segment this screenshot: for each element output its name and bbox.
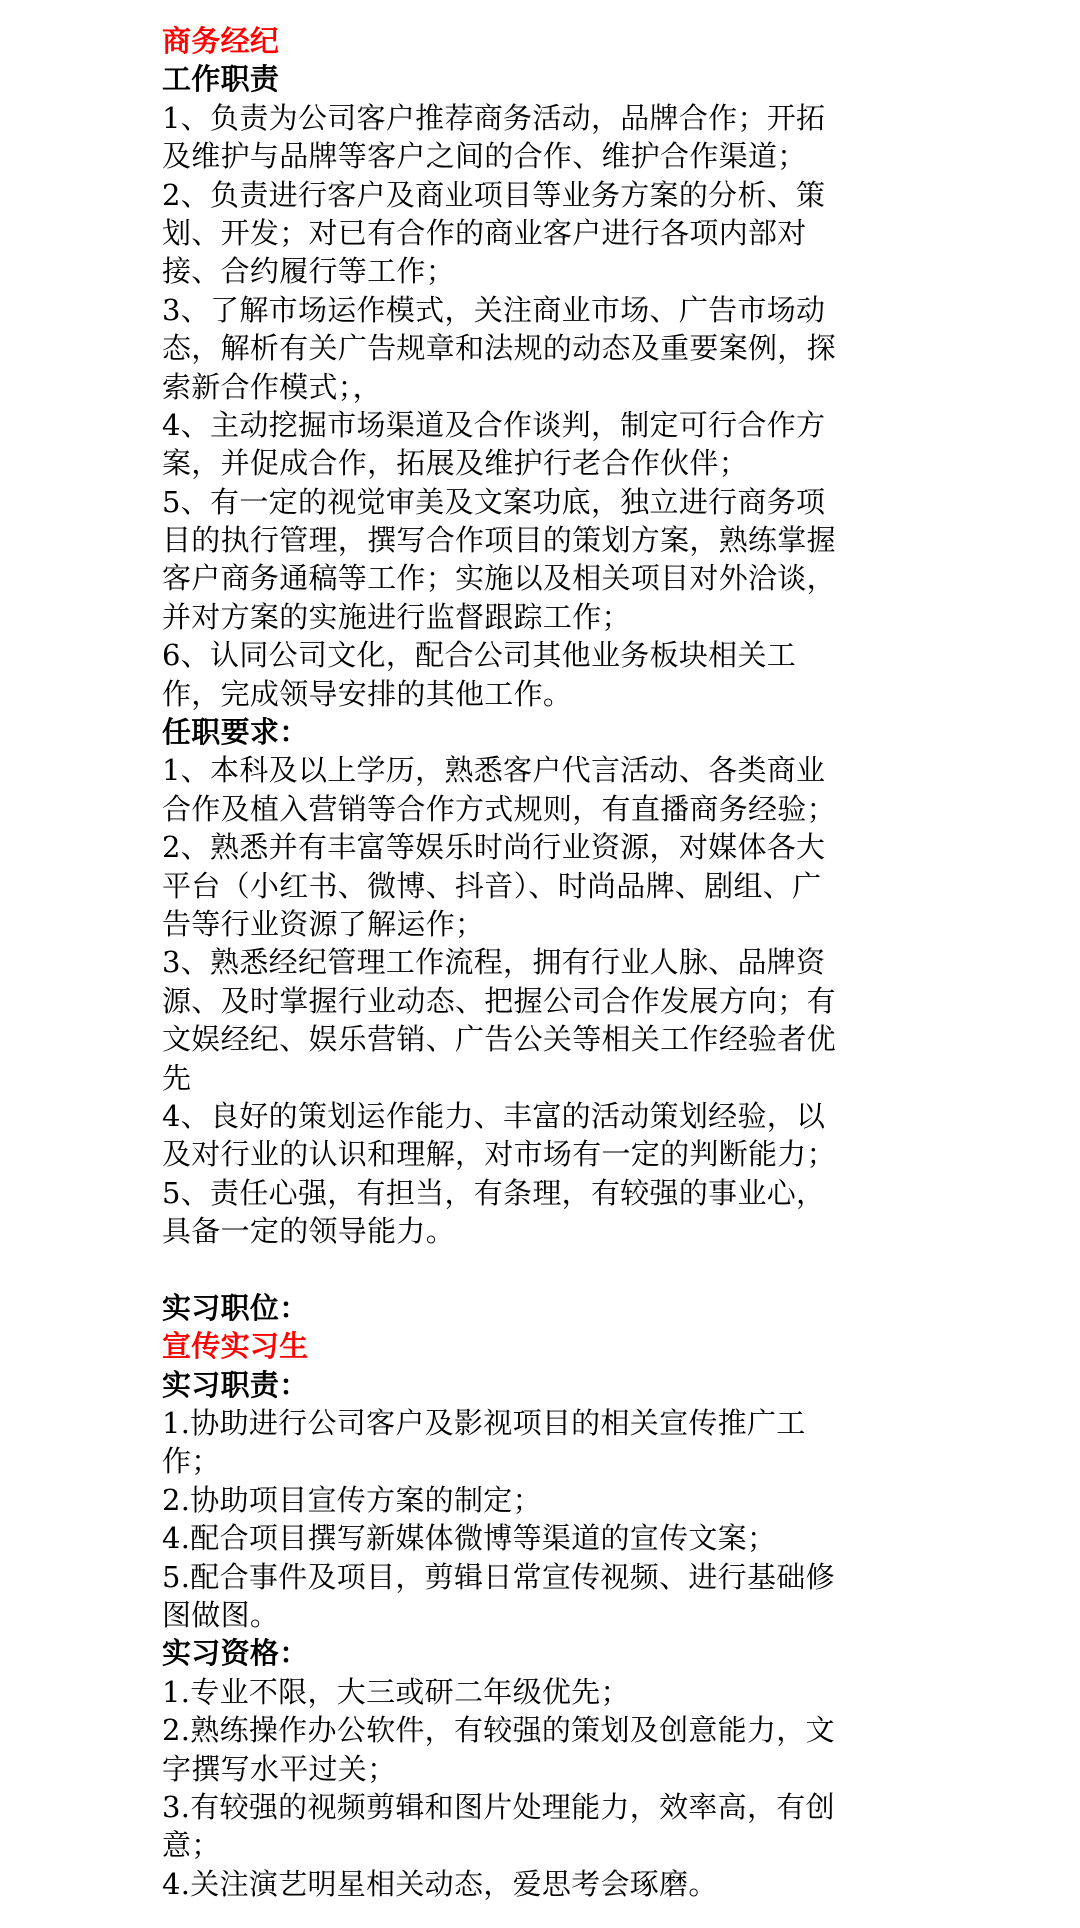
duty-line: 及维护与品牌等客户之间的合作、维护合作渠道； <box>162 139 807 174</box>
duty-line: 客户商务通稿等工作；实施以及相关项目对外洽谈， <box>162 561 836 596</box>
duty-line: 划、开发；对已有合作的商业客户进行各项内部对 <box>162 215 807 250</box>
internship-qualifications-heading: 实习资格： <box>162 1636 309 1671</box>
duty-line: 2、负责进行客户及商业项目等业务方案的分析、策 <box>162 177 826 212</box>
duty-line: 并对方案的实施进行监督跟踪工作； <box>162 599 631 634</box>
qualification-line: 3.有较强的视频剪辑和图片处理能力，效率高，有创 <box>162 1789 835 1824</box>
internship-title: 宣传实习生 <box>162 1329 309 1364</box>
section-spacer <box>162 1251 922 1289</box>
requirement-line: 平台（小红书、微博、抖音）、时尚品牌、剧组、广 <box>162 868 822 903</box>
duty-line: 态，解析有关广告规章和法规的动态及重要案例，探 <box>162 331 836 366</box>
internship-section-heading: 实习职位： <box>162 1290 309 1325</box>
duty-line: 4、主动挖掘市场渠道及合作谈判，制定可行合作方 <box>162 407 826 442</box>
requirement-line: 3、熟悉经纪管理工作流程，拥有行业人脉、品牌资 <box>162 945 826 980</box>
duty-line: 案，并促成合作，拓展及维护行老合作伙伴； <box>162 446 749 481</box>
duty-line: 6、认同公司文化，配合公司其他业务板块相关工 <box>162 638 797 673</box>
requirement-line: 文娱经纪、娱乐营销、广告公关等相关工作经验者优 <box>162 1022 836 1057</box>
internship-duty-line: 5.配合事件及项目，剪辑日常宣传视频、进行基础修 <box>162 1559 835 1594</box>
requirement-line: 合作及植入营销等合作方式规则，有直播商务经验； <box>162 791 836 826</box>
requirement-line: 5、责任心强，有担当，有条理，有较强的事业心， <box>162 1175 826 1210</box>
duty-line: 3、了解市场运作模式，关注商业市场、广告市场动 <box>162 292 826 327</box>
requirement-line: 告等行业资源了解运作； <box>162 906 485 941</box>
requirements-heading: 任职要求： <box>162 715 309 750</box>
duty-line: 5、有一定的视觉审美及文案功底，独立进行商务项 <box>162 484 826 519</box>
qualification-line: 1.专业不限，大三或研二年级优先； <box>162 1674 630 1709</box>
internship-duty-line: 作； <box>162 1444 221 1479</box>
duties-list <box>162 99 922 713</box>
requirement-line: 2、熟悉并有丰富等娱乐时尚行业资源，对媒体各大 <box>162 830 826 865</box>
duty-line: 目的执行管理，撰写合作项目的策划方案，熟练掌握 <box>162 523 836 558</box>
internship-duty-line: 4.配合项目撰写新媒体微博等渠道的宣传文案； <box>162 1521 777 1556</box>
job-posting-document <box>162 22 922 1903</box>
requirement-line: 具备一定的领导能力。 <box>162 1214 456 1249</box>
internship-duties-heading: 实习职责： <box>162 1367 309 1402</box>
internship-qualifications-list <box>162 1673 922 1903</box>
job-title: 商务经纪 <box>162 24 280 58</box>
duty-line: 接、合约履行等工作； <box>162 254 456 289</box>
requirement-line: 先 <box>162 1060 192 1095</box>
duties-heading: 工作职责 <box>162 62 280 97</box>
internship-duty-line: 1.协助进行公司客户及影视项目的相关宣传推广工 <box>162 1406 806 1441</box>
requirement-line: 4、良好的策划运作能力、丰富的活动策划经验，以 <box>162 1098 826 1133</box>
qualification-line: 意； <box>162 1828 221 1863</box>
duty-line: 作，完成领导安排的其他工作。 <box>162 676 573 711</box>
requirements-list <box>162 751 922 1250</box>
duty-line: 1、负责为公司客户推荐商务活动，品牌合作；开拓 <box>162 100 826 135</box>
internship-duty-line: 图做图。 <box>162 1598 280 1633</box>
requirement-line: 源、及时掌握行业动态、把握公司合作发展方向；有 <box>162 983 836 1018</box>
internship-duties-list <box>162 1404 922 1634</box>
qualification-line: 字撰写水平过关； <box>162 1751 397 1786</box>
internship-duty-line: 2.协助项目宣传方案的制定； <box>162 1482 542 1517</box>
qualification-line: 4.关注演艺明星相关动态，爱思考会琢磨。 <box>162 1866 718 1901</box>
requirement-line: 及对行业的认识和理解，对市场有一定的判断能力； <box>162 1137 836 1172</box>
qualification-line: 2.熟练操作办公软件，有较强的策划及创意能力，文 <box>162 1713 835 1748</box>
requirement-line: 1、本科及以上学历，熟悉客户代言活动、各类商业 <box>162 753 826 788</box>
duty-line: 索新合作模式；， <box>162 369 382 404</box>
